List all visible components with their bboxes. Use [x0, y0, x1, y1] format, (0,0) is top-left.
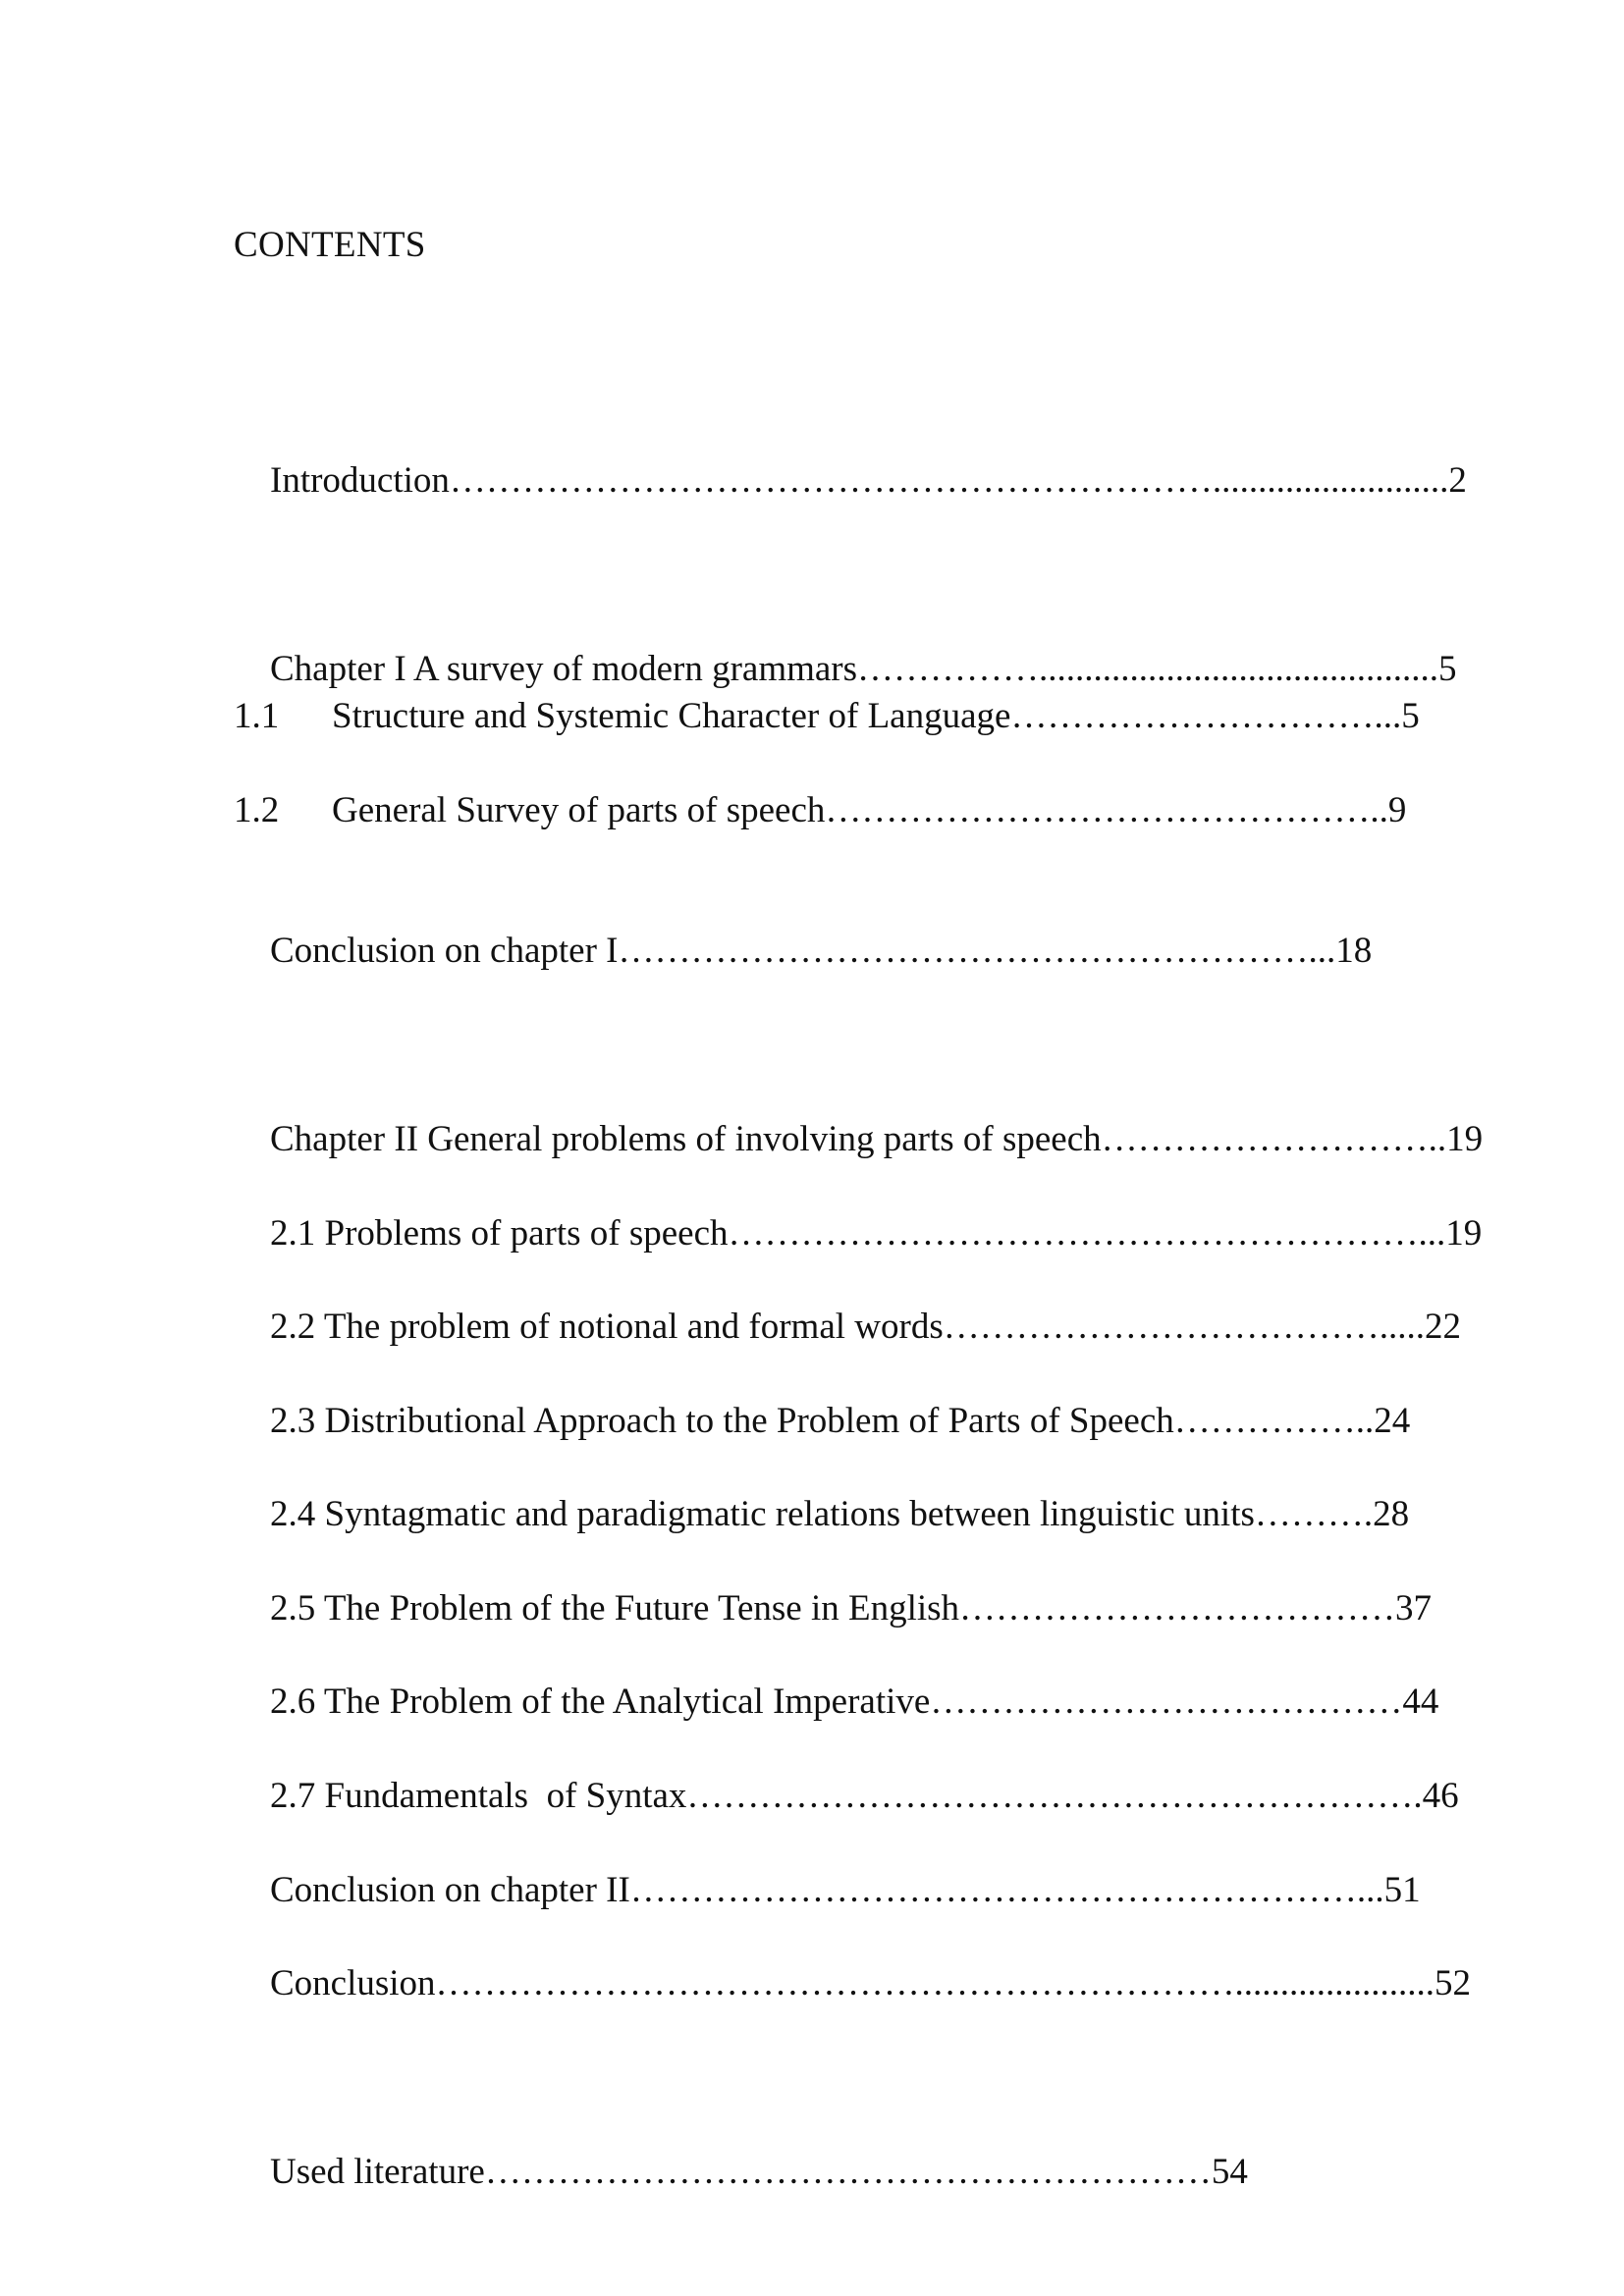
- toc-entry-1-1: [234, 693, 1420, 740]
- toc-entry-text: 2.4 Syntagmatic and paradigmatic relations between linguistic units……….28: [270, 1494, 1410, 1534]
- toc-entry-conclusion: [234, 1913, 1471, 2055]
- toc-entry-text: 2.6 The Problem of the Analytical Imperative…………………………………44: [270, 1682, 1439, 1722]
- contents-heading: CONTENTS: [234, 225, 426, 265]
- toc-entry-text: Introduction………………………………………………………..........................2: [270, 460, 1467, 501]
- toc-entry-text: 2.1 Problems of parts of speech…………………………………………………...19: [270, 1213, 1483, 1254]
- toc-entry-text: Used literature……………………………………………………54: [270, 2152, 1248, 2192]
- toc-entry-used-literature: [234, 2102, 1248, 2243]
- toc-entry-text: 2.5 The Problem of the Future Tense in English………………………………37: [270, 1588, 1433, 1629]
- toc-entry-number: 1.2: [234, 790, 280, 830]
- toc-entry-text: 2.2 The problem of notional and formal words……………………………….....22: [270, 1307, 1461, 1347]
- toc-entry-text: General Survey of parts of speech………………………………………..9: [332, 790, 1407, 830]
- toc-entry-text: Conclusion on chapter I…………………………………………………...18: [270, 931, 1373, 971]
- toc-entry-1-2: [234, 787, 1406, 834]
- toc-entry-number: 1.1: [234, 696, 280, 736]
- toc-entry-text: 2.3 Distributional Approach to the Problem of Parts of Speech……………..24: [270, 1401, 1411, 1441]
- toc-entry-text: Chapter I A survey of modern grammars……………............................................5: [270, 649, 1457, 689]
- toc-entry-text: Chapter II General problems of involving parts of speech………………………..19: [270, 1119, 1484, 1159]
- toc-entry-text: Structure and Systemic Character of Language…………………………...5: [332, 696, 1420, 736]
- toc-entry-conclusion-chapter-1: [234, 881, 1372, 1022]
- toc-entry-text: Conclusion on chapter II……………………………………………………...51: [270, 1870, 1421, 1910]
- toc-entry-text: Conclusion…………………………………………………………......................52: [270, 1963, 1472, 2003]
- toc-entry-text: 2.7 Fundamentals of Syntax…………………………………………………….46: [270, 1776, 1459, 1816]
- toc-entry-introduction: [234, 410, 1467, 552]
